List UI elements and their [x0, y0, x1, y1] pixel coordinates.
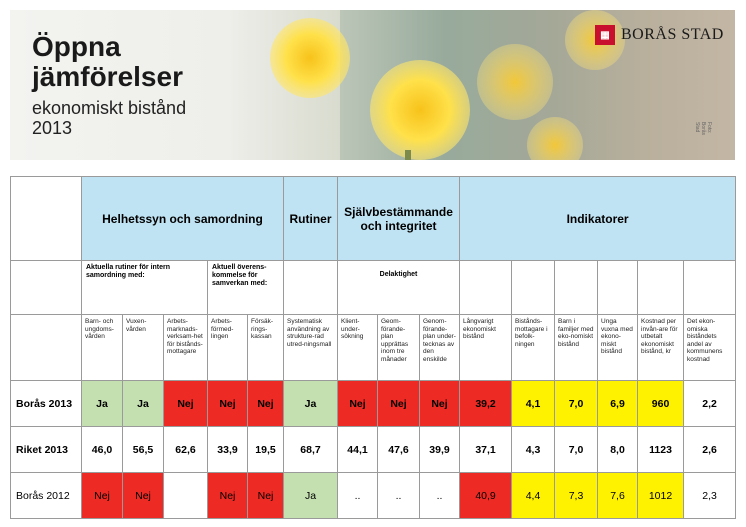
cell: 7,0: [555, 381, 598, 427]
cell: ..: [338, 473, 378, 519]
table-row: [11, 473, 736, 519]
cell: Nej: [164, 381, 208, 427]
column-header: Arbets-förmed-lingen: [208, 315, 248, 381]
cell: 2,2: [684, 381, 736, 427]
cell: Nej: [378, 381, 420, 427]
column-header: Kostnad per invån-are för utbetalt ekonomiskt bistånd, kr: [638, 315, 684, 381]
empty-cell: [684, 261, 736, 315]
table-row: [11, 427, 736, 473]
cell: 7,0: [555, 427, 598, 473]
group-rutiner: Rutiner: [284, 177, 338, 261]
cell: Nej: [338, 381, 378, 427]
cell: 39,2: [460, 381, 512, 427]
column-header: Geom-förande-plan upprättas inom tre månader: [378, 315, 420, 381]
photo-credit: Foto: Borås Stad: [694, 122, 712, 136]
cell: 1012: [638, 473, 684, 519]
cell: 37,1: [460, 427, 512, 473]
empty-cell: [284, 261, 338, 315]
cell: 1123: [638, 427, 684, 473]
cell: Ja: [123, 381, 164, 427]
subgroup-overenskommelse: Aktuell överens-kommelse för samverkan med:: [208, 261, 284, 315]
empty-cell: [638, 261, 684, 315]
subgroup-delaktighet: Delaktighet: [338, 261, 460, 315]
page-subtitle: ekonomiskt bistånd 2013: [32, 98, 187, 138]
cell: Nej: [208, 473, 248, 519]
column-header: Försäk-rings-kassan: [248, 315, 284, 381]
cell: 8,0: [598, 427, 638, 473]
column-header: Systematisk användning av strukture-rad utred-ningsmall: [284, 315, 338, 381]
column-header: Barn- och ungdoms-vården: [82, 315, 123, 381]
comparison-table: [10, 176, 736, 519]
row-label: Borås 2013: [11, 381, 82, 427]
cell: 56,5: [123, 427, 164, 473]
empty-cell: [11, 315, 82, 381]
cell: 39,9: [420, 427, 460, 473]
table-corner: [11, 177, 82, 261]
cell: 960: [638, 381, 684, 427]
empty-cell: [11, 261, 82, 315]
column-header: Långvarigt ekonomiskt bistånd: [460, 315, 512, 381]
cell: 62,6: [164, 427, 208, 473]
empty-cell: [512, 261, 555, 315]
column-header: Det ekon-omiska biståndets andel av kommunens kostnad: [684, 315, 736, 381]
cell: 7,6: [598, 473, 638, 519]
cell: Nej: [123, 473, 164, 519]
cell: Ja: [284, 473, 338, 519]
cell: 40,9: [460, 473, 512, 519]
cell: 2,6: [684, 427, 736, 473]
cell: Ja: [82, 381, 123, 427]
column-header: Barn i familjer med eko-nomiskt bistånd: [555, 315, 598, 381]
column-header: Bistånds-mottagare i befolk-ningen: [512, 315, 555, 381]
cell: Ja: [284, 381, 338, 427]
cell: 7,3: [555, 473, 598, 519]
empty-cell: [460, 261, 512, 315]
column-header: Vuxen-vården: [123, 315, 164, 381]
cell: 44,1: [338, 427, 378, 473]
group-sjalvbestammande: Självbestämmande och integritet: [338, 177, 460, 261]
empty-cell: [598, 261, 638, 315]
cell: [164, 473, 208, 519]
cell: 33,9: [208, 427, 248, 473]
row-label: Riket 2013: [11, 427, 82, 473]
cell: 19,5: [248, 427, 284, 473]
cell: 6,9: [598, 381, 638, 427]
cell: 4,1: [512, 381, 555, 427]
boras-stad-logo: ▦ BORÅS STAD: [595, 25, 724, 45]
cell: Nej: [208, 381, 248, 427]
city-crest-icon: ▦: [595, 25, 615, 45]
cell: 4,4: [512, 473, 555, 519]
cell: Nej: [420, 381, 460, 427]
subgroup-intern: Aktuella rutiner för intern samordning med:: [82, 261, 208, 315]
group-indikatorer: Indikatorer: [460, 177, 736, 261]
page-title: Öppna jämförelser: [32, 31, 183, 92]
table-row: [11, 381, 736, 427]
cell: ..: [420, 473, 460, 519]
cell: Nej: [248, 381, 284, 427]
cell: 2,3: [684, 473, 736, 519]
column-header: Genom-förande-plan under-tecknas av den enskilde: [420, 315, 460, 381]
row-label: Borås 2012: [11, 473, 82, 519]
cell: Nej: [82, 473, 123, 519]
cell: 68,7: [284, 427, 338, 473]
cell: Nej: [248, 473, 284, 519]
empty-cell: [555, 261, 598, 315]
column-header: Arbets-marknads-verksam-het för bistånds-mottagare: [164, 315, 208, 381]
group-helhetssyn: Helhetssyn och samordning: [82, 177, 284, 261]
column-header: Unga vuxna med ekono-miskt bistånd: [598, 315, 638, 381]
cell: 46,0: [82, 427, 123, 473]
column-header: Klient-under-sökning: [338, 315, 378, 381]
cell: 4,3: [512, 427, 555, 473]
header-banner: [10, 10, 735, 160]
cell: ..: [378, 473, 420, 519]
cell: 47,6: [378, 427, 420, 473]
